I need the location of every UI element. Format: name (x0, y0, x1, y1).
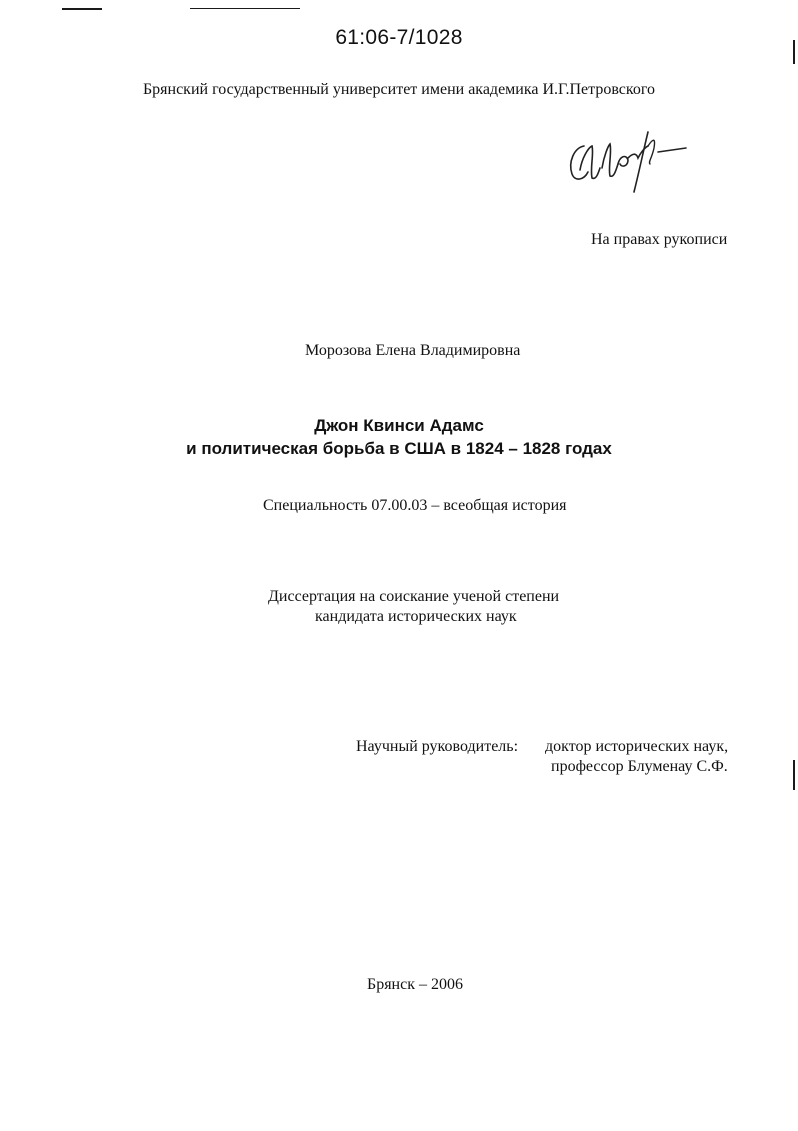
dissertation-title-line-1: Джон Квинси Адамс (314, 416, 484, 435)
author-name: Морозова Елена Владимировна (305, 342, 521, 359)
scan-edge-line-top-left (62, 8, 102, 10)
supervisor-label: Научный руководитель: (356, 738, 519, 755)
supervisor-credentials: доктор исторических наук, (545, 738, 729, 755)
degree-line-1: Диссертация на соискание ученой степени (268, 588, 560, 605)
degree-line-2: кандидата исторических наук (315, 608, 517, 625)
registration-number: 61:06-7/1028 (335, 26, 463, 49)
scan-edge-line-right-2 (793, 760, 795, 790)
supervisor-name: профессор Блуменау С.Ф. (551, 758, 728, 775)
manuscript-rights-note: На правах рукописи (591, 231, 728, 248)
university-name: Брянский государственный университет имени академика И.Г.Петровского (142, 81, 656, 98)
place-and-year: Брянск – 2006 (367, 976, 463, 993)
scan-edge-line-top-right (190, 8, 300, 9)
handwritten-signature-icon (562, 118, 692, 202)
dissertation-title-line-2: и политическая борьба в США в 1824 – 1828 годах (186, 439, 612, 458)
specialty: Специальность 07.00.03 – всеобщая история (263, 497, 567, 514)
